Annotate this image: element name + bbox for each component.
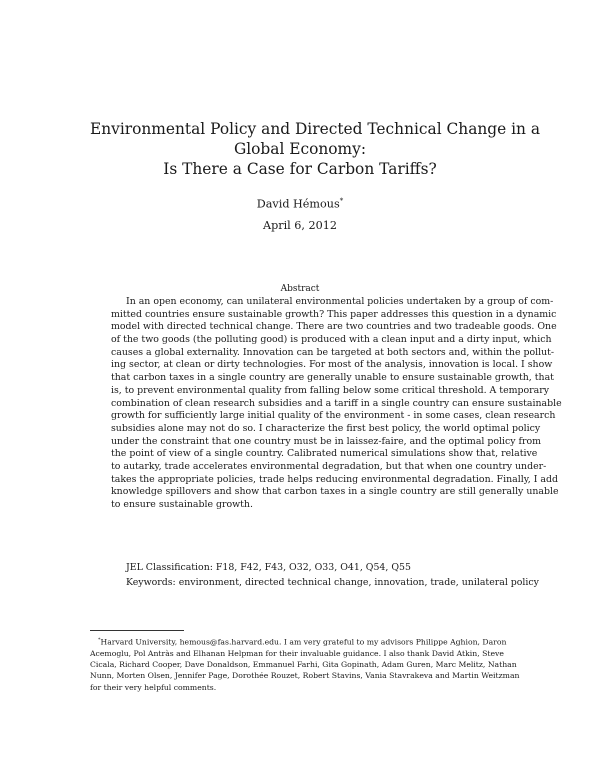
paper-title [90,119,541,179]
title-line: Global Economy: [233,140,367,158]
author-footnote-mark: * [339,197,344,205]
title-line: Is There a Case for Carbon Tariffs? [163,160,437,178]
footnote-text: Harvard University, hemous@fas.harvard.edu. I am very grateful to my advisors Philippe Aghion, Daron [100,637,507,647]
footnote-line: Acemoglu, Pol Antràs and Elhanan Helpman for their invaluable guidance. I also thank David Atkin, Steve [90,648,504,658]
abstract-body [111,296,562,512]
abstract-line: to autarky, trade accelerates environmental degradation, but that when one country under- [111,460,547,472]
author [0,194,600,212]
jel-classification: JEL Classification: F18, F42, F43, O32, O33, O41, Q54, Q55 [126,562,411,573]
abstract-line: to ensure sustainable growth. [111,499,253,510]
author-name: David Hémous [256,197,340,211]
abstract-line: knowledge spillovers and show that carbon taxes in a single country are still generally unable [111,486,559,498]
abstract-line: is, to prevent environmental quality from falling below some critical threshold. A temporary [111,384,550,396]
publication-date: April 6, 2012 [262,219,337,232]
abstract-line: model with directed technical change. There are two countries and two tradeable goods. One [111,321,557,333]
abstract-line: that carbon taxes in a single country are generally unable to ensure sustainable growth, that [111,372,554,384]
footnote-line [90,635,510,648]
abstract-line: ing sector, at clean or dirty technologies. For most of the analysis, innovation is local. I show [111,359,553,371]
abstract-heading: Abstract [280,284,320,294]
footnote-rule [90,630,184,631]
abstract-line: under the constraint that one country must be in laissez-faire, and the optimal policy from [111,435,542,447]
abstract-line: of the two goods (the polluting good) is produced with a clean input and a dirty input, which [111,334,552,346]
keywords: Keywords: environment, directed technical change, innovation, trade, unilateral policy [126,577,539,588]
abstract-line: subsidies alone may not do so. I characterize the first best policy, the world optimal policy [111,422,541,434]
abstract-line: In an open economy, can unilateral environmental policies undertaken by a group of com- [126,296,554,307]
footnote-line: Cicala, Richard Cooper, Dave Donaldson, Emmanuel Farhi, Gita Gopinath, Adam Guren, Marc Melitz, Nathan [90,660,517,670]
abstract-line: mitted countries ensure sustainable growth? This paper addresses this question in a dynamic [111,308,557,320]
footnote-line: Nunn, Morten Olsen, Jennifer Page, Dorothée Rouzet, Robert Stavins, Vania Stavrakeva and Martin Weitzman [90,671,520,681]
abstract-line: causes a global externality. Innovation can be targeted at both sectors and, within the pollut- [111,346,555,358]
title-line: Environmental Policy and Directed Technical Change in a [90,120,541,138]
footnote [90,635,520,693]
footnote-mark: * [98,637,101,643]
footnote-line: for their very helpful comments. [90,682,217,692]
abstract-line: takes the appropriate policies, trade helps reducing environmental degradation. Finally, I add [111,473,558,485]
abstract-line: growth for sufficiently large initial quality of the environment - in some cases, clean research [111,410,556,422]
abstract-line: the point of view of a single country. Calibrated numerical simulations show that, relative [111,448,538,460]
abstract-line: combination of clean research subsidies and a tariff in a single country can ensure sustainable [111,397,562,409]
